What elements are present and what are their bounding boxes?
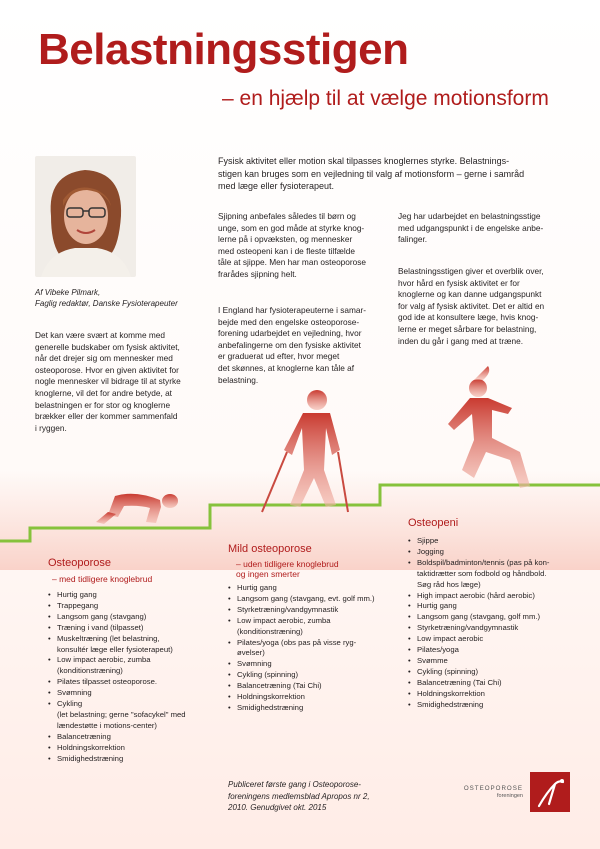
author-byline [35, 287, 235, 309]
publication-note: Publiceret første gang i Osteoporose- foreningens medlemsblad Apropos nr 2, 2010. Genudgivet okt. 2015 [228, 780, 370, 813]
list-item: • Langsom gang (stavgang) [48, 612, 218, 623]
level-title: Osteoporose [48, 557, 111, 569]
list-item: • Cykling (spinning) [408, 667, 583, 678]
list-item: • Smidighedstræning [408, 700, 583, 711]
list-item: • Low impact aerobic, zumba (konditionstræning) [228, 616, 398, 638]
list-item: • Svømning [48, 688, 218, 699]
level-title: Osteopeni [408, 517, 459, 529]
list-item: • Pilates/yoga [408, 645, 583, 656]
body-right-2: Belastningsstigen giver et overblik over, hvor hård en fysisk aktivitet er for knoglerne og kan danne udgangspunkt for valg af fysisk aktivitet. Det er altid en god ide at konsultere læge, hvis knog- lerne er meget sårbare for belastning, inden du går i gang med at træne. [398, 266, 545, 346]
body-left: Det kan være svært at komme med generelle budskaber om fysisk aktivitet, når det drejer sig om mennesker med osteoporose. Hvor en given aktivitet for nogle mennesker vil bidrage til at styrke knoglerne, vil det for andre betyde, at belastningen er for stor og knoglerne brækker eller der kommer sammenfald i ryggen. [35, 330, 181, 433]
activity-list [48, 590, 218, 765]
running-figure [448, 366, 530, 488]
list-item: • Jogging [408, 547, 583, 558]
level-title: Mild osteoporose [228, 543, 312, 555]
level-subtitle: – uden tidligere knoglebrud og ingen smerter [236, 559, 339, 579]
list-item: • Styrketræning/vandgymnastik [228, 605, 398, 616]
body-mid-2: I England har fysioterapeuterne i samar- bejde med den engelske osteoporose- forening udarbejdet en vejledning, hvor anbefalingerne om den fysiske aktivitet er graduerat ud efter, hvor meget det skønnes, at knoglerne kan tåle af belastning. [218, 305, 367, 385]
logo-name: OSTEOPOROSE [463, 785, 523, 792]
list-item: • Langsom gang (stavgang, golf mm.) [408, 612, 583, 623]
list-item: • Balancetræning [48, 732, 218, 743]
list-item: • Trappegang [48, 601, 218, 612]
list-item: • Balancetræning (Tai Chi) [228, 681, 398, 692]
list-item: • Hurtig gang [228, 583, 398, 594]
list-item: • Holdningskorrektion [48, 743, 218, 754]
list-item: • Hurtig gang [48, 590, 218, 601]
list-item: • Træning i vand (tilpasset) [48, 623, 218, 634]
list-item: • Smidighedstræning [48, 754, 218, 765]
list-item: • Holdningskorrektion [408, 689, 583, 700]
page-subtitle: – en hjælp til at vælge motionsform [222, 87, 549, 110]
body-right-1: Jeg har udarbejdet en belastningsstige med udgangspunkt i de engelske anbe- falinger. [398, 211, 544, 245]
list-item: • Holdningskorrektion [228, 692, 398, 703]
list-item: • Smidighedstræning [228, 703, 398, 714]
page-title: Belastningsstigen [38, 25, 409, 74]
list-item: • Pilates/yoga (obs pas på visse ryg- øvelser) [228, 638, 398, 660]
body-mid-1: Sjipning anbefales således til børn og unge, som en god måde at styrke knog- lerne på i opvæksten, og mennesker med osteopeni kan i de fleste tilfælde tåle at sjippe. Men har man osteoporose frarådes sjipning helt. [218, 211, 367, 279]
author-role: Faglig redaktør, Danske Fysioterapeuter [35, 299, 178, 308]
list-item: • High impact aerobic (hård aerobic) [408, 591, 583, 602]
list-item: • Langsom gang (stavgang, evt. golf mm.) [228, 594, 398, 605]
list-item: • Pilates tilpasset osteoporose. [48, 677, 218, 688]
list-item: • Balancetræning (Tai Chi) [408, 678, 583, 689]
list-item: • Svømning [228, 659, 398, 670]
list-item: • Cykling (spinning) [228, 670, 398, 681]
level-osteoporose [48, 557, 218, 765]
list-item: • Muskeltræning (let belastning, konsultér læge eller fysioterapeut) [48, 634, 218, 656]
list-item: • Svømme [408, 656, 583, 667]
list-item: • Boldspil/badminton/tennis (pas på kon- taktidrætter som fodbold og håndbold. Søg råd hos læge) [408, 558, 583, 591]
list-item: • Hurtig gang [408, 601, 583, 612]
list-item: • Low impact aerobic, zumba (konditionstræning) [48, 655, 218, 677]
level-subtitle: – med tidligere knoglebrud [52, 574, 153, 584]
list-item: • Sjippe [408, 536, 583, 547]
list-item: • Cykling (let belastning; gerne "sofacykel" med lændestøtte i motions-center) [48, 699, 218, 732]
activity-list [228, 583, 398, 714]
author-name: Af Vibeke Pilmark, [35, 288, 101, 297]
activity-list [408, 536, 583, 711]
level-mild-osteoporose [228, 543, 398, 714]
intro-text: Fysisk aktivitet eller motion skal tilpasses knoglernes styrke. Belastnings- stigen kan bruges som en vejledning til valg af motionsform – gerne i samråd med læge eller fysioterapeut. [218, 156, 525, 191]
list-item: • Styrketræning/vandgymnastik [408, 623, 583, 634]
logo-sub: foreningen [497, 793, 523, 799]
level-osteopeni [408, 517, 583, 711]
author-photo [35, 156, 136, 277]
list-item: • Low impact aerobic [408, 634, 583, 645]
